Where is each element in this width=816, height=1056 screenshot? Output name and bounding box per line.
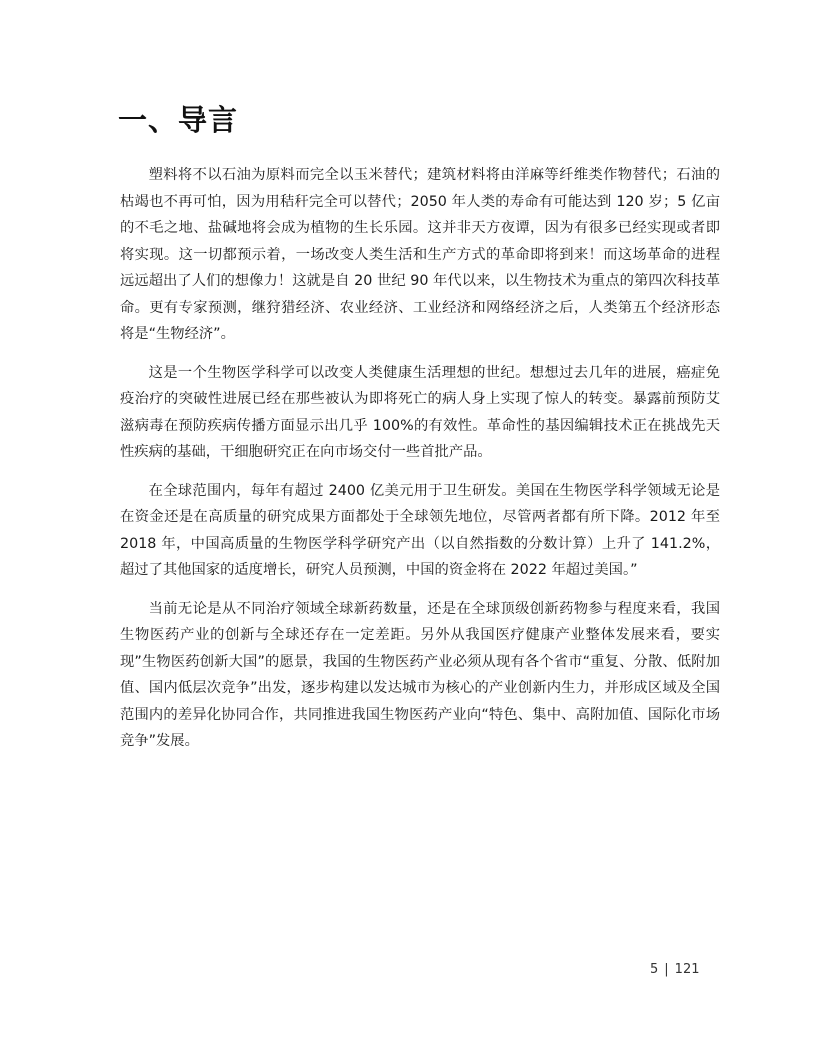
page-number-separator: | <box>664 962 669 977</box>
page-number <box>650 961 700 979</box>
current-page-number: 5 <box>650 962 659 977</box>
paragraph-2: 这是一个生物医学科学可以改变人类健康生活理想的世纪。想想过去几年的进展，癌症免疫治疗的突破性进展已经在那些被认为即将死亡的病人身上实现了惊人的转变。暴露前预防艾滋病毒在预防疾病传播方面显示出几乎 100%的有效性。革命性的基因编辑技术正在挑战先天性疾病的基础，干细胞研究正在向市场交付一些首批产品。 <box>120 364 720 460</box>
paragraph-1: 塑料将不以石油为原料而完全以玉米替代；建筑材料将由洋麻等纤维类作物替代；石油的枯竭也不再可怕，因为用秸秆完全可以替代；2050 年人类的寿命有可能达到 120 岁；5 亿亩的不毛之地、盐碱地将会成为植物的生长乐园。这并非天方夜谭，因为有很多已经实现或者即将实现。这一切都预示着，一场改变人类生活和生产方式的革命即将到来！而这场革命的进程远远超出了人们的想像力！这就是自 20 世纪 90 年代以来，以生物技术为重点的第四次科技革命。更有专家预测，继狩猎经济、农业经济、工业经济和网络经济之后，人类第五个经济形态将是“生物经济”。 <box>120 167 720 342</box>
section-heading: 一、导言 <box>118 103 239 137</box>
paragraph-3: 在全球范围内，每年有超过 2400 亿美元用于卫生研发。美国在生物医学科学领域无论是在资金还是在高质量的研究成果方面都处于全球领先地位，尽管两者都有所下降。2012 年至 2018 年，中国高质量的生物医学科学研究产出（以自然指数的分数计算）上升了 141.2%，超过了其他国家的适度增长，研究人员预测，中国的资金将在 2022 年超过美国。” <box>120 482 720 578</box>
total-page-count: 121 <box>674 962 700 977</box>
body-text <box>120 162 720 767</box>
paragraph-4: 当前无论是从不同治疗领域全球新药数量，还是在全球顶级创新药物参与程度来看，我国生物医药产业的创新与全球还存在一定差距。另外从我国医疗健康产业整体发展来看，要实现”生物医药创新大国”的愿景，我国的生物医药产业必须从现有各个省市“重复、分散、低附加值、国内低层次竞争”出发，逐步构建以发达城市为核心的产业创新内生力，并形成区域及全国范围内的差异化协同合作，共同推进我国生物医药产业向“特色、集中、高附加值、国际化市场竞争”发展。 <box>120 600 720 749</box>
